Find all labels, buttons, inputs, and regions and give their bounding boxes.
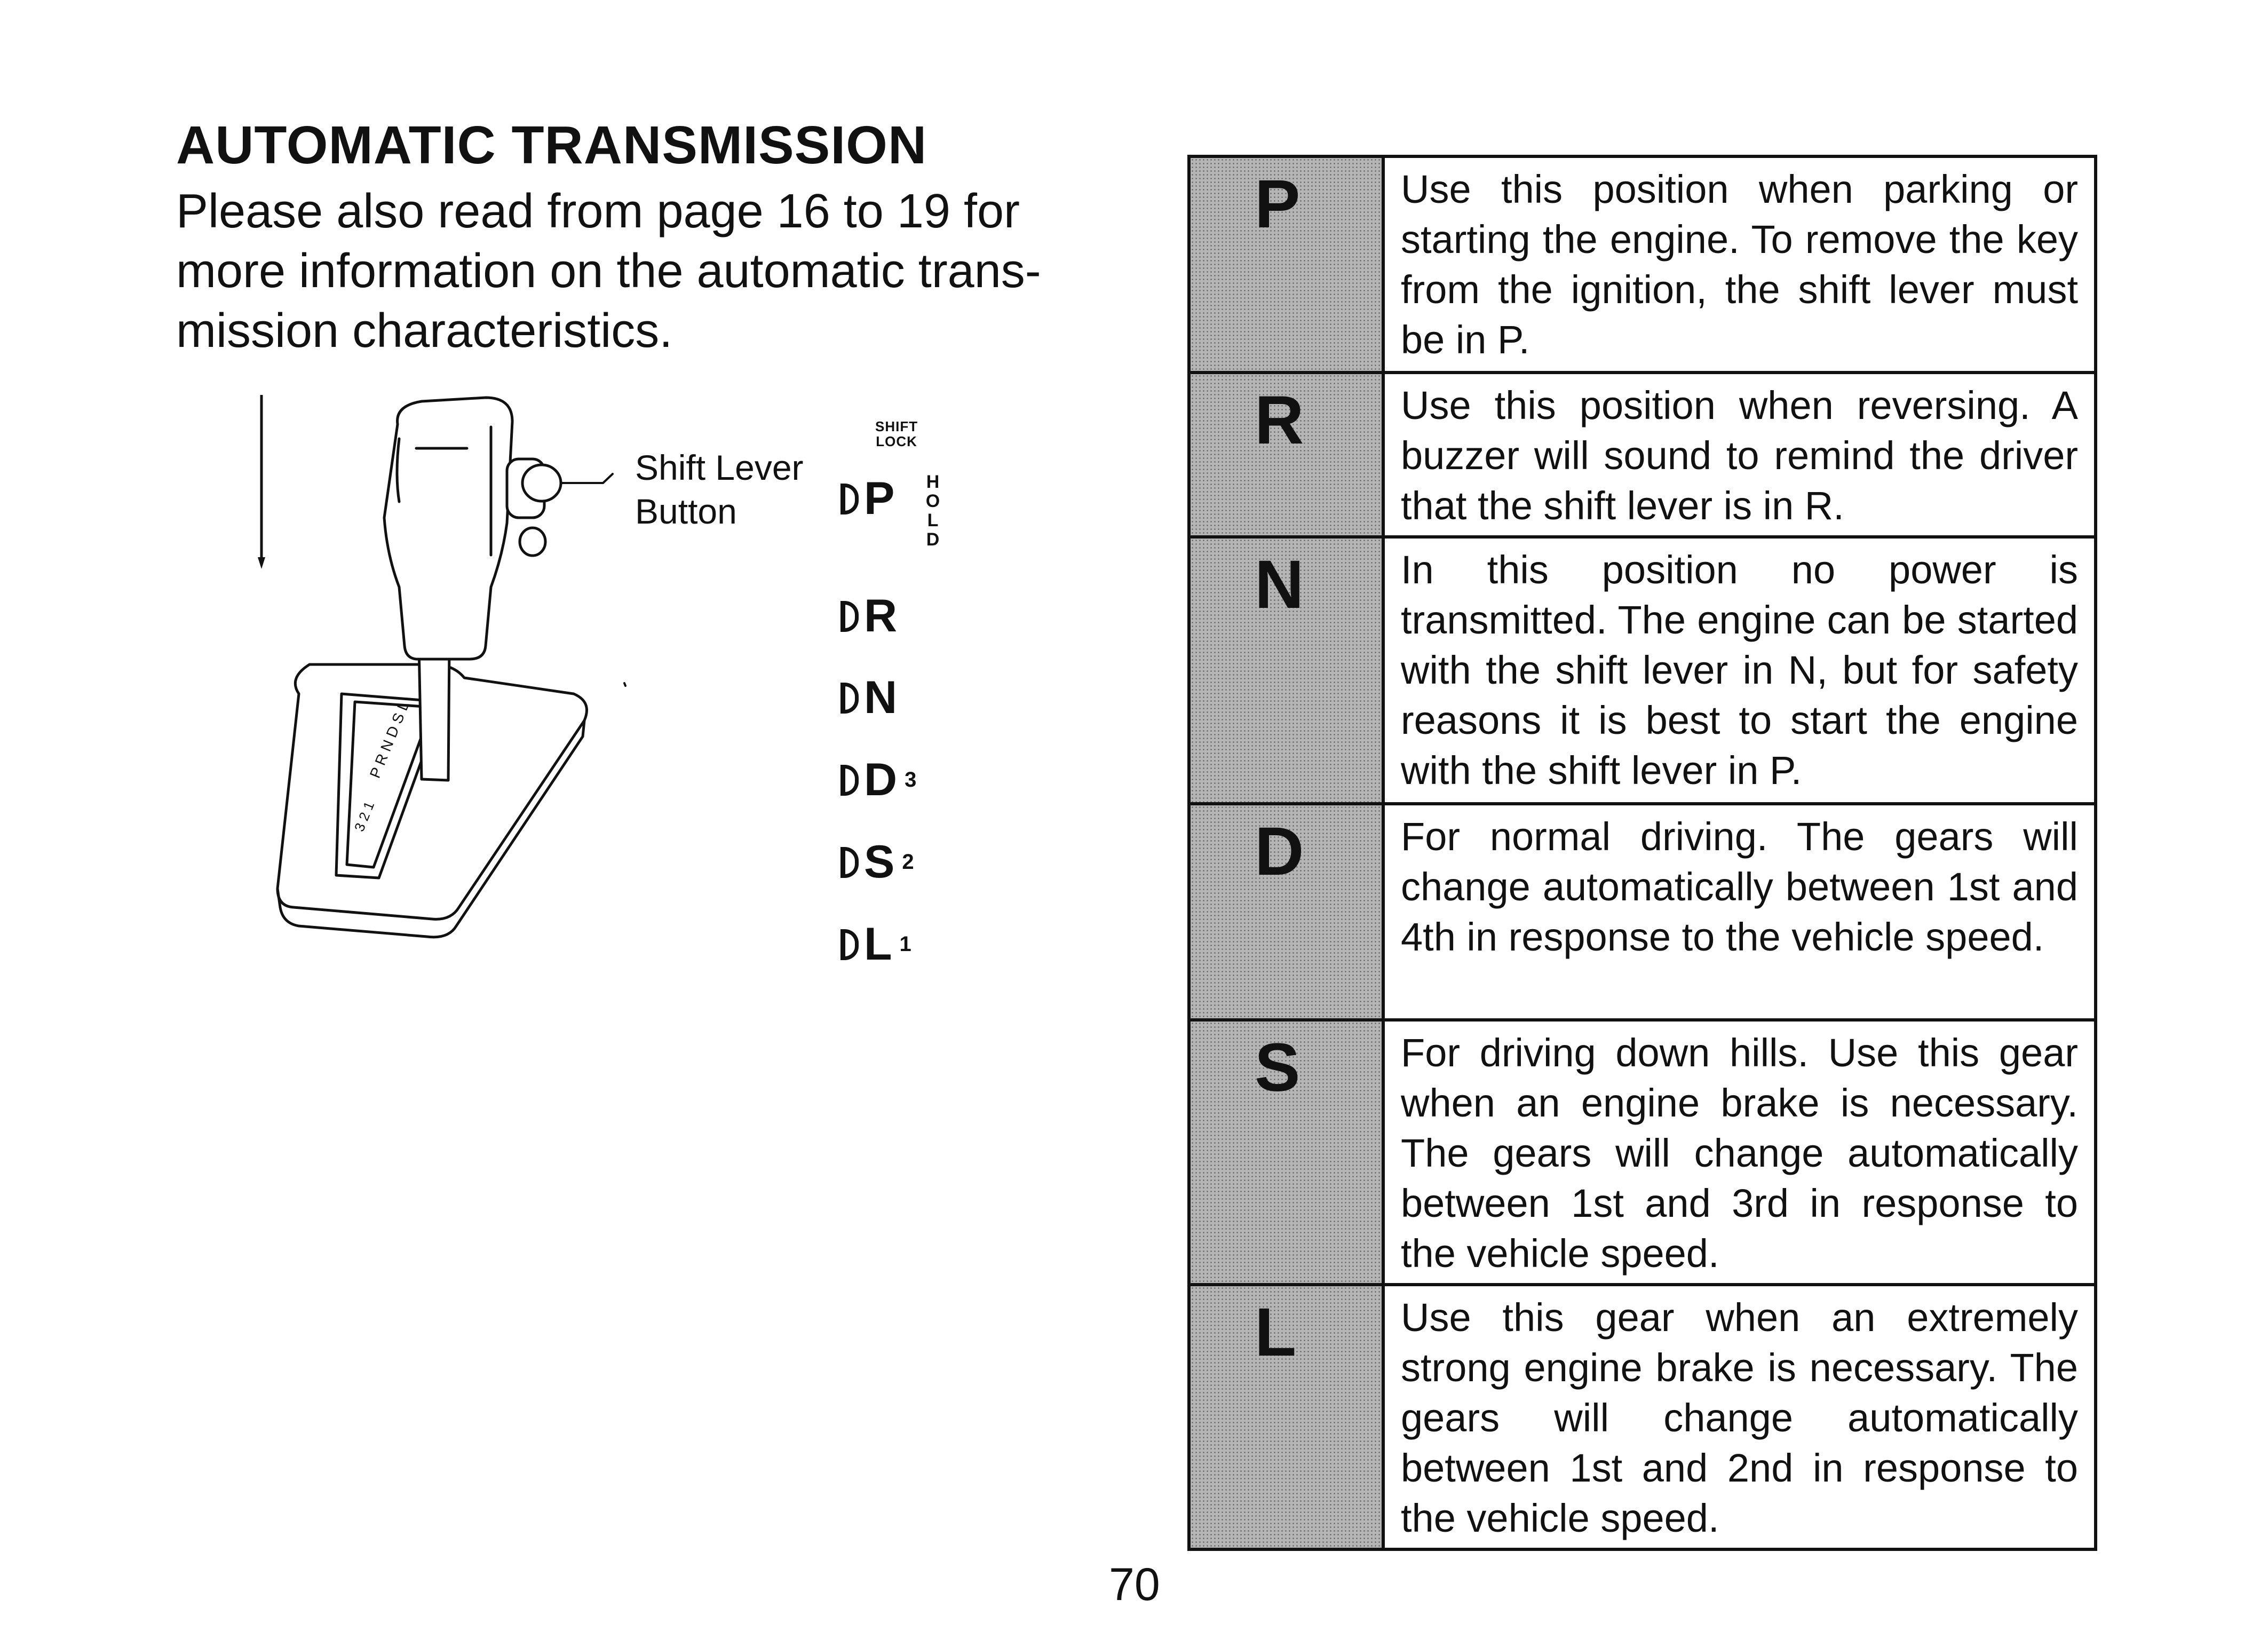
gate-sub: 1 xyxy=(899,932,911,956)
gate-position-s xyxy=(840,836,914,889)
gate-letter: N xyxy=(864,672,898,723)
svg-text:3 2 1: 3 2 1 xyxy=(351,799,378,834)
gear-description: Use this gear when an extremely strong engine brake is necessary. The gears will change automatically between 1st and 2nd in response to the vehicle speed. xyxy=(1383,1285,2096,1549)
indicator-lamp-icon xyxy=(840,683,859,714)
shift-lock-label xyxy=(875,419,918,449)
gear-letter-cell xyxy=(1189,1285,1383,1549)
gear-letter: D xyxy=(1255,813,1304,890)
hold-letter: H xyxy=(926,472,940,492)
hold-letter: D xyxy=(926,529,940,550)
gate-sub: 2 xyxy=(902,850,914,874)
gear-letter-cell xyxy=(1189,804,1383,1020)
gear-letter: S xyxy=(1255,1030,1300,1106)
gear-letter: R xyxy=(1255,382,1304,458)
table-row xyxy=(1189,1285,2096,1549)
gear-letter-cell xyxy=(1189,537,1383,804)
table-row xyxy=(1189,804,2096,1020)
hold-label xyxy=(925,472,941,549)
gate-letter: P xyxy=(864,473,895,524)
indicator-lamp-icon xyxy=(840,601,859,632)
gate-position-r xyxy=(840,590,905,643)
gate-position-d xyxy=(840,754,916,807)
table-row xyxy=(1189,373,2096,537)
callout-line: Shift Lever xyxy=(635,448,804,487)
table-row xyxy=(1189,156,2096,373)
gear-description: Use this position when reversing. A buzzer will sound to remind the driver that the shift lever is in R. xyxy=(1383,373,2096,537)
gear-letter: N xyxy=(1255,547,1304,623)
gear-description: For normal driving. The gears will change automatically between 1st and 4th in response to the vehicle speed. xyxy=(1383,804,2096,1020)
shift-lock-line: SHIFT xyxy=(875,418,918,434)
gate-position-l xyxy=(840,918,911,971)
shift-lever-illustration xyxy=(256,395,961,1003)
page-number: 70 xyxy=(1109,1559,1160,1610)
page-title: AUTOMATIC TRANSMISSION xyxy=(176,115,927,175)
table-row xyxy=(1189,1020,2096,1285)
gate-letter: D xyxy=(864,754,898,805)
shift-lock-line: LOCK xyxy=(876,433,917,449)
indicator-lamp-icon xyxy=(840,847,859,878)
hold-letter: L xyxy=(927,510,939,531)
shift-lever-drawing xyxy=(256,395,640,955)
gear-description: Use this position when parking or starting the engine. To remove the key from the ignition, the shift lever must be in P. xyxy=(1383,156,2096,373)
hold-arrow-icon xyxy=(256,395,267,571)
callout-line: Button xyxy=(635,492,737,531)
gear-letter: L xyxy=(1255,1294,1297,1371)
gear-description: For driving down hills. Use this gear when an engine brake is necessary. The gears will change automatically between 1st and 3rd in response to the vehicle speed. xyxy=(1383,1020,2096,1285)
svg-text:P R N D S L: P R N D S L xyxy=(366,699,413,781)
gear-letter-cell xyxy=(1189,156,1383,373)
shift-lever-button-callout xyxy=(635,446,804,533)
intro-line: mission characteristics. xyxy=(176,304,673,358)
gate-letter: R xyxy=(864,590,898,642)
intro-line: more information on the automatic trans- xyxy=(176,244,1041,298)
intro-line: Please also read from page 16 to 19 for xyxy=(176,185,1020,238)
gate-sub: 3 xyxy=(905,768,917,791)
indicator-lamp-icon xyxy=(840,929,859,960)
gear-letter-cell xyxy=(1189,373,1383,537)
gate-letter: L xyxy=(864,919,892,970)
indicator-lamp-icon xyxy=(840,484,859,514)
gate-position-p xyxy=(840,472,902,526)
gate-position-n xyxy=(840,671,905,725)
gear-letter: P xyxy=(1255,166,1300,242)
gear-positions-table xyxy=(1187,155,2097,1551)
indicator-lamp-icon xyxy=(840,765,859,796)
gear-letter-cell xyxy=(1189,1020,1383,1285)
intro-text xyxy=(176,181,1094,361)
gear-description: In this position no power is transmitted. The engine can be started with the shift lever in N, but for safety reasons it is best to start the engine with the shift lever in P. xyxy=(1383,537,2096,804)
table-row xyxy=(1189,537,2096,804)
gate-letter: S xyxy=(864,836,895,888)
hold-letter: O xyxy=(925,491,940,511)
